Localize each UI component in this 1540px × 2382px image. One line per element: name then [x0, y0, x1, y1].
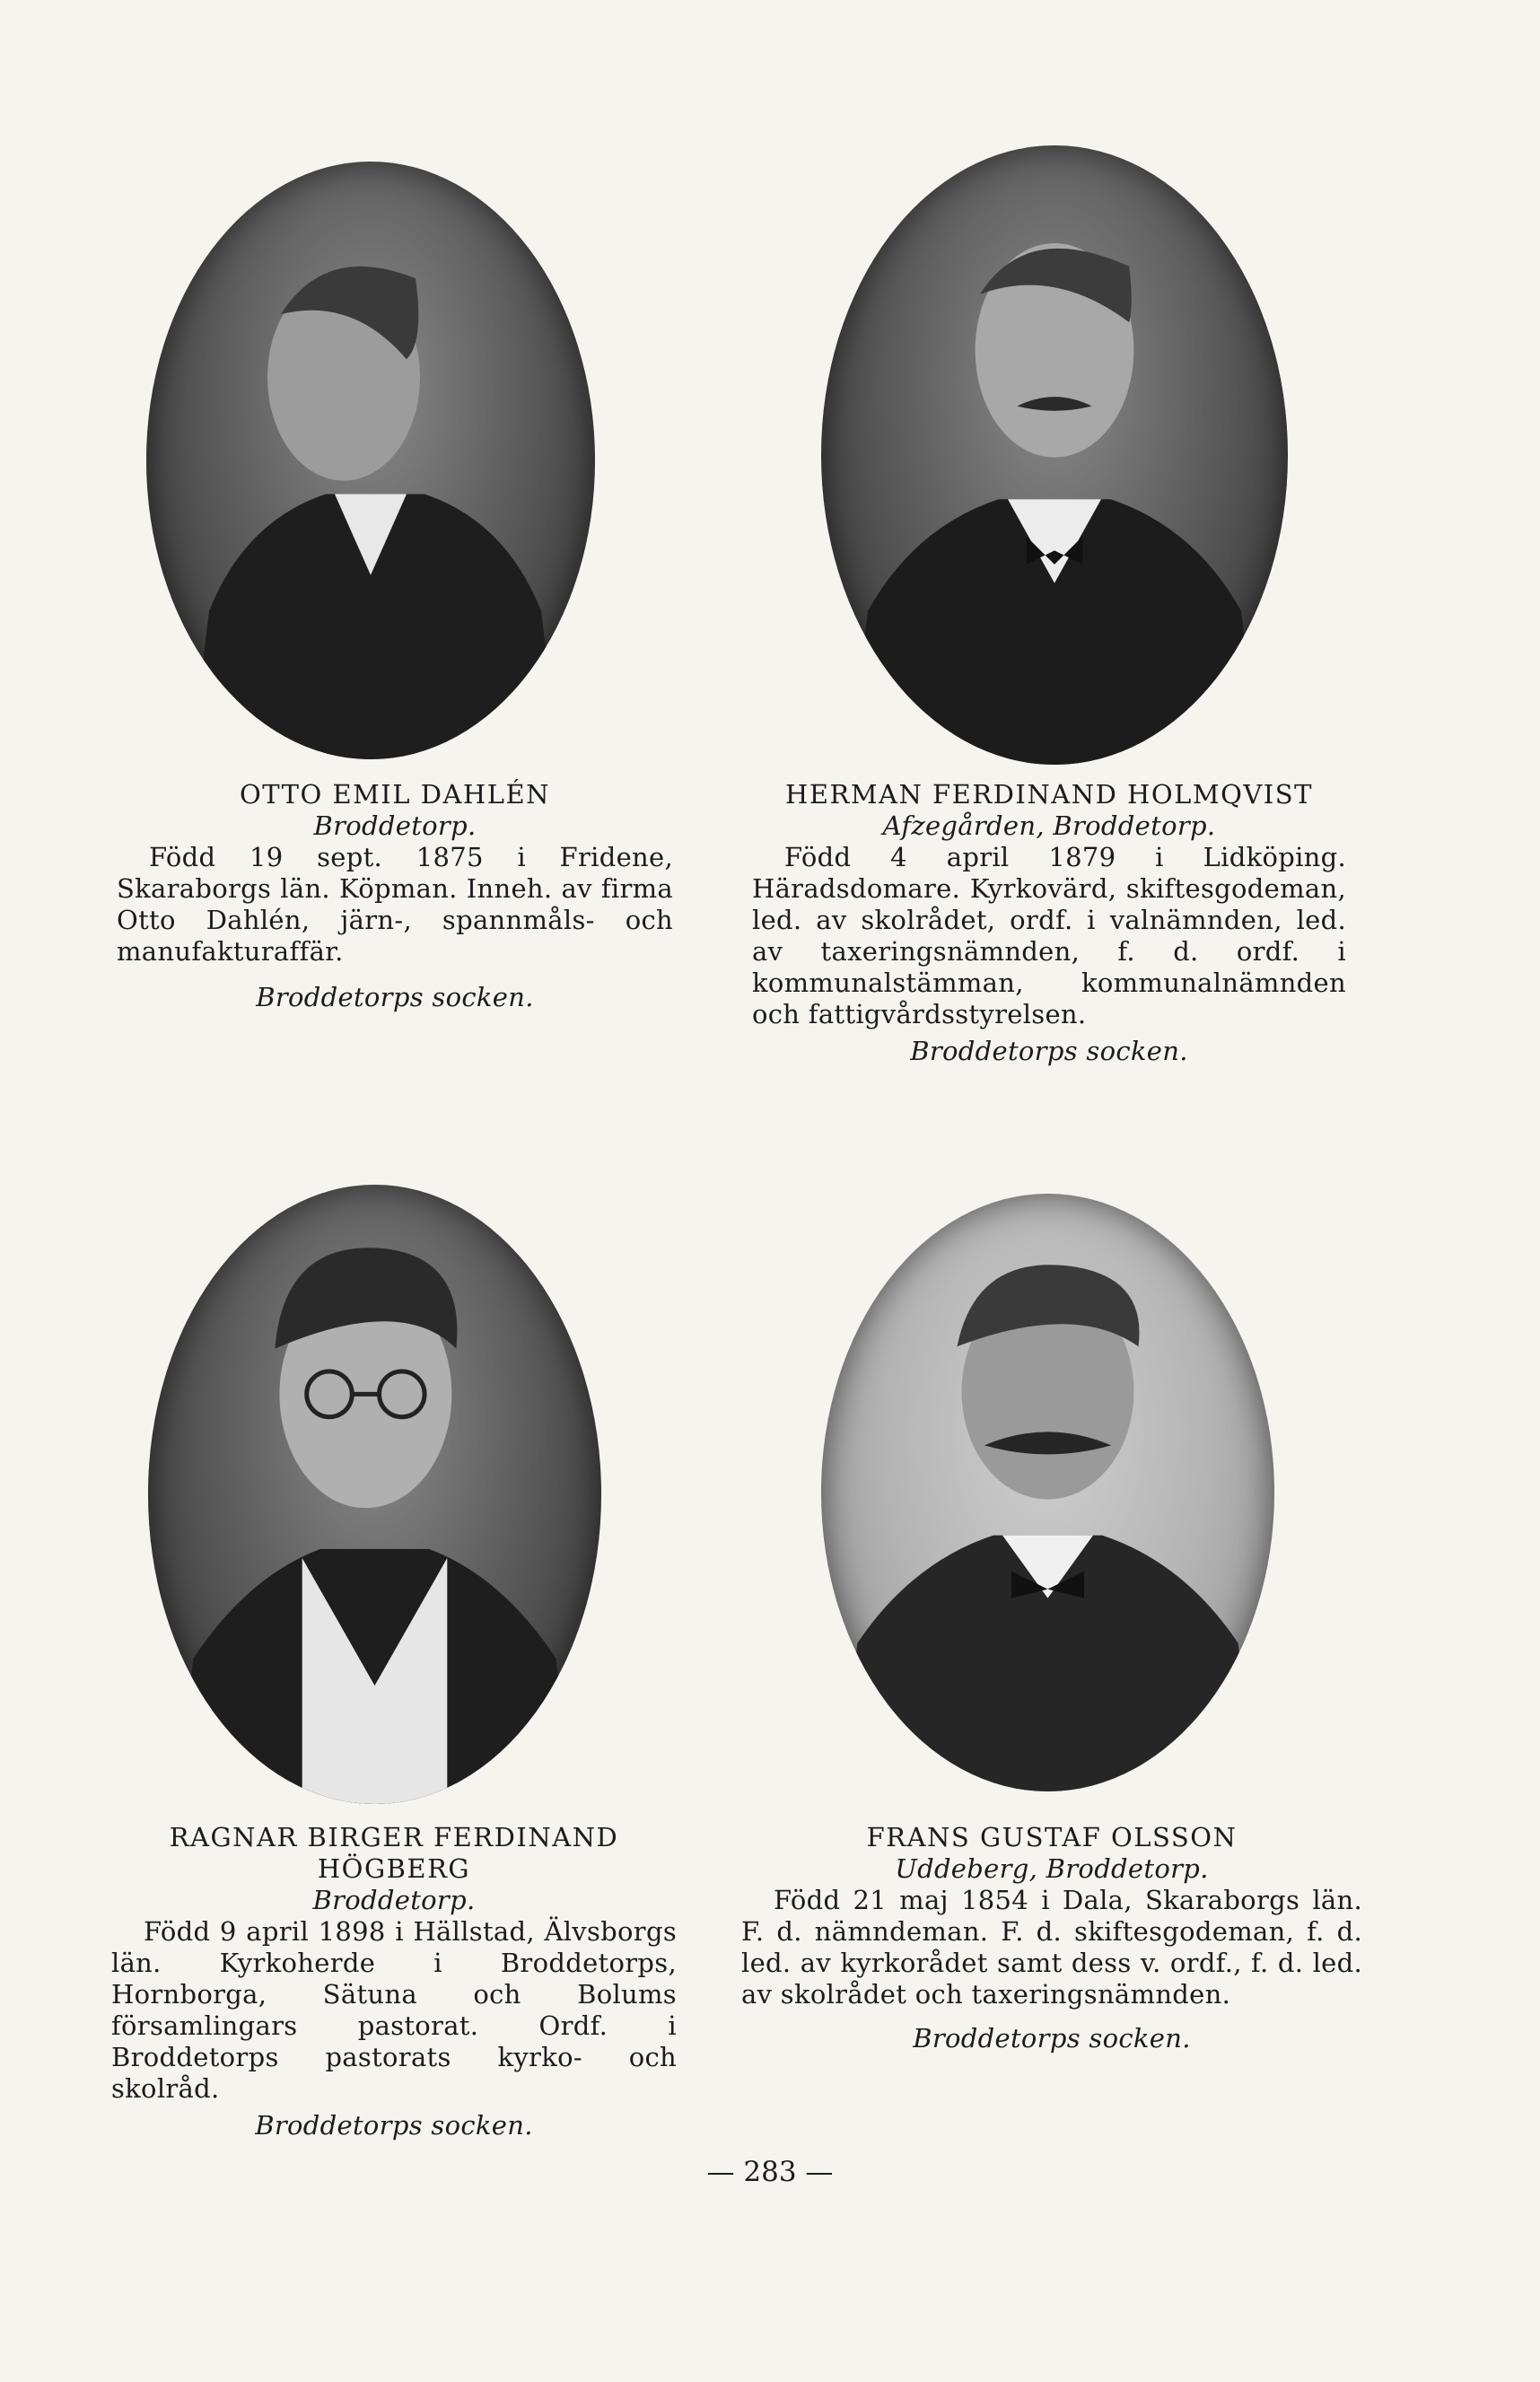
- biography: Född 4 april 1879 i Lidköping. Häradsdomare. Kyrkovärd, skiftesgodeman, led. av skolrådet, ordf. i valnämnden, led. av taxeringsnämnden, f. d. ordf. i kommunalstämman, kommunalnämnden och fattigvårdsstyrelsen.: [752, 842, 1346, 1029]
- portrait-silhouette-icon: [146, 162, 595, 759]
- portrait-photo: [148, 1185, 601, 1804]
- residence: Broddetorp.: [312, 1885, 476, 1915]
- portrait-photo: [821, 145, 1288, 765]
- residence: Uddeberg, Broddetorp.: [895, 1853, 1209, 1884]
- portrait-silhouette-icon: [821, 1194, 1274, 1791]
- portrait-photo: [821, 1194, 1274, 1791]
- person-name: RAGNAR BIRGER FERDINAND HÖGBERG: [169, 1822, 619, 1884]
- entry-caption: [752, 779, 1346, 1067]
- parish: Broddetorps socken.: [255, 2110, 533, 2141]
- portrait-silhouette-icon: [821, 145, 1288, 765]
- entry-caption: [111, 1822, 677, 2141]
- residence: Afzegården, Broddetorp.: [882, 810, 1216, 841]
- entry-caption: [117, 779, 673, 1013]
- page-number: — 283 —: [706, 2156, 834, 2188]
- parish: Broddetorps socken.: [910, 1036, 1188, 1066]
- person-name: HERMAN FERDINAND HOLMQVIST: [785, 779, 1313, 810]
- parish: Broddetorps socken.: [913, 2023, 1191, 2054]
- person-name: FRANS GUSTAF OLSSON: [866, 1822, 1238, 1852]
- residence: Broddetorp.: [313, 810, 477, 841]
- parish: Broddetorps socken.: [256, 982, 534, 1012]
- biography: Född 19 sept. 1875 i Fridene, Skaraborgs län. Köpman. Inneh. av firma Otto Dahlén, järn-, spannmåls- och manufakturaffär.: [117, 842, 673, 967]
- entry-caption: [741, 1822, 1362, 2054]
- portrait-silhouette-icon: [148, 1185, 601, 1804]
- person-name: OTTO EMIL DAHLÉN: [239, 779, 551, 810]
- portrait-photo: [146, 162, 595, 759]
- biography: Född 21 maj 1854 i Dala, Skaraborgs län. F. d. nämndeman. F. d. skiftesgodeman, f. d. led. av kyrkorådet samt dess v. ordf., f. d. led. av skolrådet och taxeringsnämnden.: [741, 1885, 1362, 2010]
- biography: Född 9 april 1898 i Hällstad, Älvsborgs län. Kyrkoherde i Broddetorps, Hornborga, Sätuna och Bolums församlingars pastorat. Ordf. i Broddetorps pastorats kyrko- och skolråd.: [111, 1916, 677, 2104]
